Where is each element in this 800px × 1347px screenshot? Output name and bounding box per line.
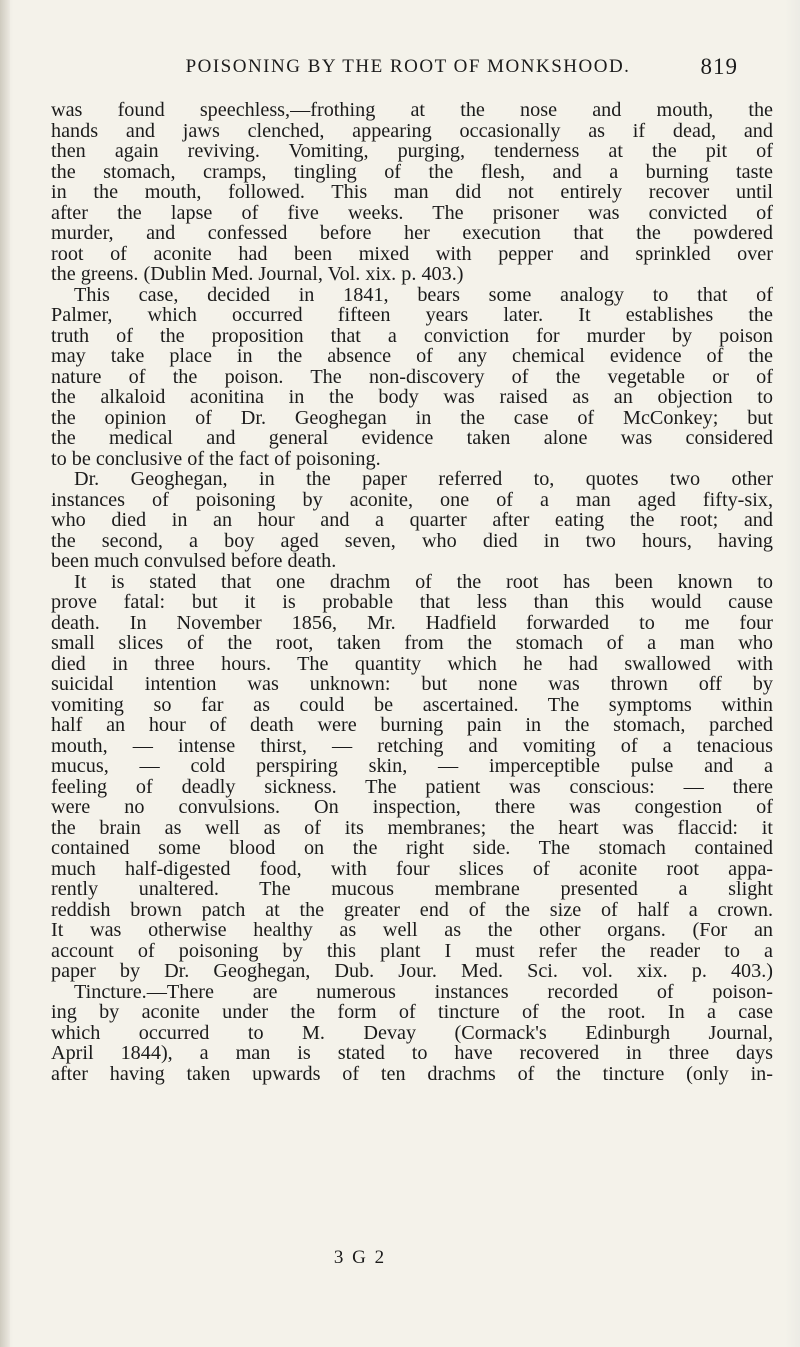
text-line: feeling of deadly sickness. The patient was conscious: — there	[51, 775, 773, 798]
text-line: the second, a boy aged seven, who died in two hours, having	[51, 529, 773, 552]
text-line: account of poisoning by this plant I must refer the reader to a	[51, 939, 773, 962]
text-line: suicidal intention was unknown: but none was thrown off by	[51, 673, 773, 695]
text-line: It is stated that one drachm of the root has been known to	[74, 570, 773, 593]
body-text	[51, 100, 773, 1084]
text-line: in the mouth, followed. This man did not entirely recover until	[51, 181, 773, 203]
text-line: was found speechless,—frothing at the nose and mouth, the	[51, 99, 773, 121]
text-line: the opinion of Dr. Geoghegan in the case of McConkey; but	[51, 406, 773, 429]
text-line: April 1844), a man is stated to have recovered in three days	[51, 1042, 773, 1064]
running-title: POISONING BY THE ROOT OF MONKSHOOD.	[185, 56, 631, 77]
text-line: the stomach, cramps, tingling of the flesh, and a burning taste	[51, 160, 773, 183]
text-line: the alkaloid aconitina in the body was raised as an objection to	[51, 386, 773, 408]
text-line: death. In November 1856, Mr. Hadfield forwarded to me four	[51, 611, 773, 634]
page-number: 819	[700, 54, 738, 79]
text-line: Tincture.—There are numerous instances recorded of poison-	[74, 980, 773, 1003]
running-head	[98, 56, 738, 96]
text-line: nature of the poison. The non-discovery of the vegetable or of	[51, 365, 773, 388]
text-line: reddish brown patch at the greater end of the size of half a crown.	[51, 898, 773, 921]
text-line: to be conclusive of the fact of poisoning.	[51, 447, 381, 470]
text-line: truth of the proposition that a conviction for murder by poison	[51, 324, 773, 347]
text-line: Dr. Geoghegan, in the paper referred to, quotes two other	[74, 468, 773, 490]
text-line: instances of poisoning by aconite, one of a man aged fifty-six,	[51, 488, 773, 511]
text-line: mouth, — intense thirst, — retching and vomiting of a tenacious	[51, 734, 773, 757]
text-line: much half-digested food, with four slices of aconite root appa-	[51, 857, 773, 880]
text-line: rently unaltered. The mucous membrane presented a slight	[51, 878, 773, 900]
text-line: the brain as well as of its membranes; the heart was flaccid: it	[51, 816, 773, 839]
text-line: who died in an hour and a quarter after eating the root; and	[51, 509, 773, 531]
text-line: root of aconite had been mixed with pepper and sprinkled over	[51, 242, 773, 265]
text-line: were no convulsions. On inspection, there was congestion of	[51, 796, 773, 818]
text-line: vomiting so far as could be ascertained. The symptoms within	[51, 693, 773, 716]
text-line: then again reviving. Vomiting, purging, tenderness at the pit of	[51, 140, 773, 162]
text-line: may take place in the absence of any chemical evidence of the	[51, 345, 773, 367]
text-line: mucus, — cold perspiring skin, — imperceptible pulse and a	[51, 755, 773, 777]
text-line: the greens. (Dublin Med. Journal, Vol. xix. p. 403.)	[51, 263, 464, 285]
text-line: Palmer, which occurred fifteen years later. It establishes the	[51, 304, 773, 326]
text-line: prove fatal: but it is probable that less than this would cause	[51, 591, 773, 613]
text-line: murder, and confessed before her execution that the powdered	[51, 222, 773, 244]
text-line: This case, decided in 1841, bears some analogy to that of	[74, 283, 773, 306]
page-binding-edge	[0, 0, 10, 1347]
text-line: ing by aconite under the form of tincture of the root. In a case	[51, 1001, 773, 1023]
text-line: which occurred to M. Devay (Cormack's Edinburgh Journal,	[51, 1021, 773, 1044]
text-line: hands and jaws clenched, appearing occasionally as if dead, and	[51, 119, 773, 142]
signature-mark: 3 G 2	[333, 1247, 387, 1268]
text-line: small slices of the root, taken from the stomach of a man who	[51, 632, 773, 654]
text-line: half an hour of death were burning pain in the stomach, parched	[51, 714, 773, 736]
text-line: after having taken upwards of ten drachms of the tincture (only in-	[51, 1062, 773, 1085]
text-line: It was otherwise healthy as well as the other organs. (For an	[51, 919, 773, 941]
text-line: been much convulsed before death.	[51, 550, 337, 572]
text-line: after the lapse of five weeks. The prisoner was convicted of	[51, 201, 773, 224]
text-line: the medical and general evidence taken alone was considered	[51, 427, 773, 449]
text-line: paper by Dr. Geoghegan, Dub. Jour. Med. Sci. vol. xix. p. 403.)	[51, 960, 773, 982]
text-line: died in three hours. The quantity which he had swallowed with	[51, 652, 773, 675]
text-line: contained some blood on the right side. The stomach contained	[51, 837, 773, 859]
